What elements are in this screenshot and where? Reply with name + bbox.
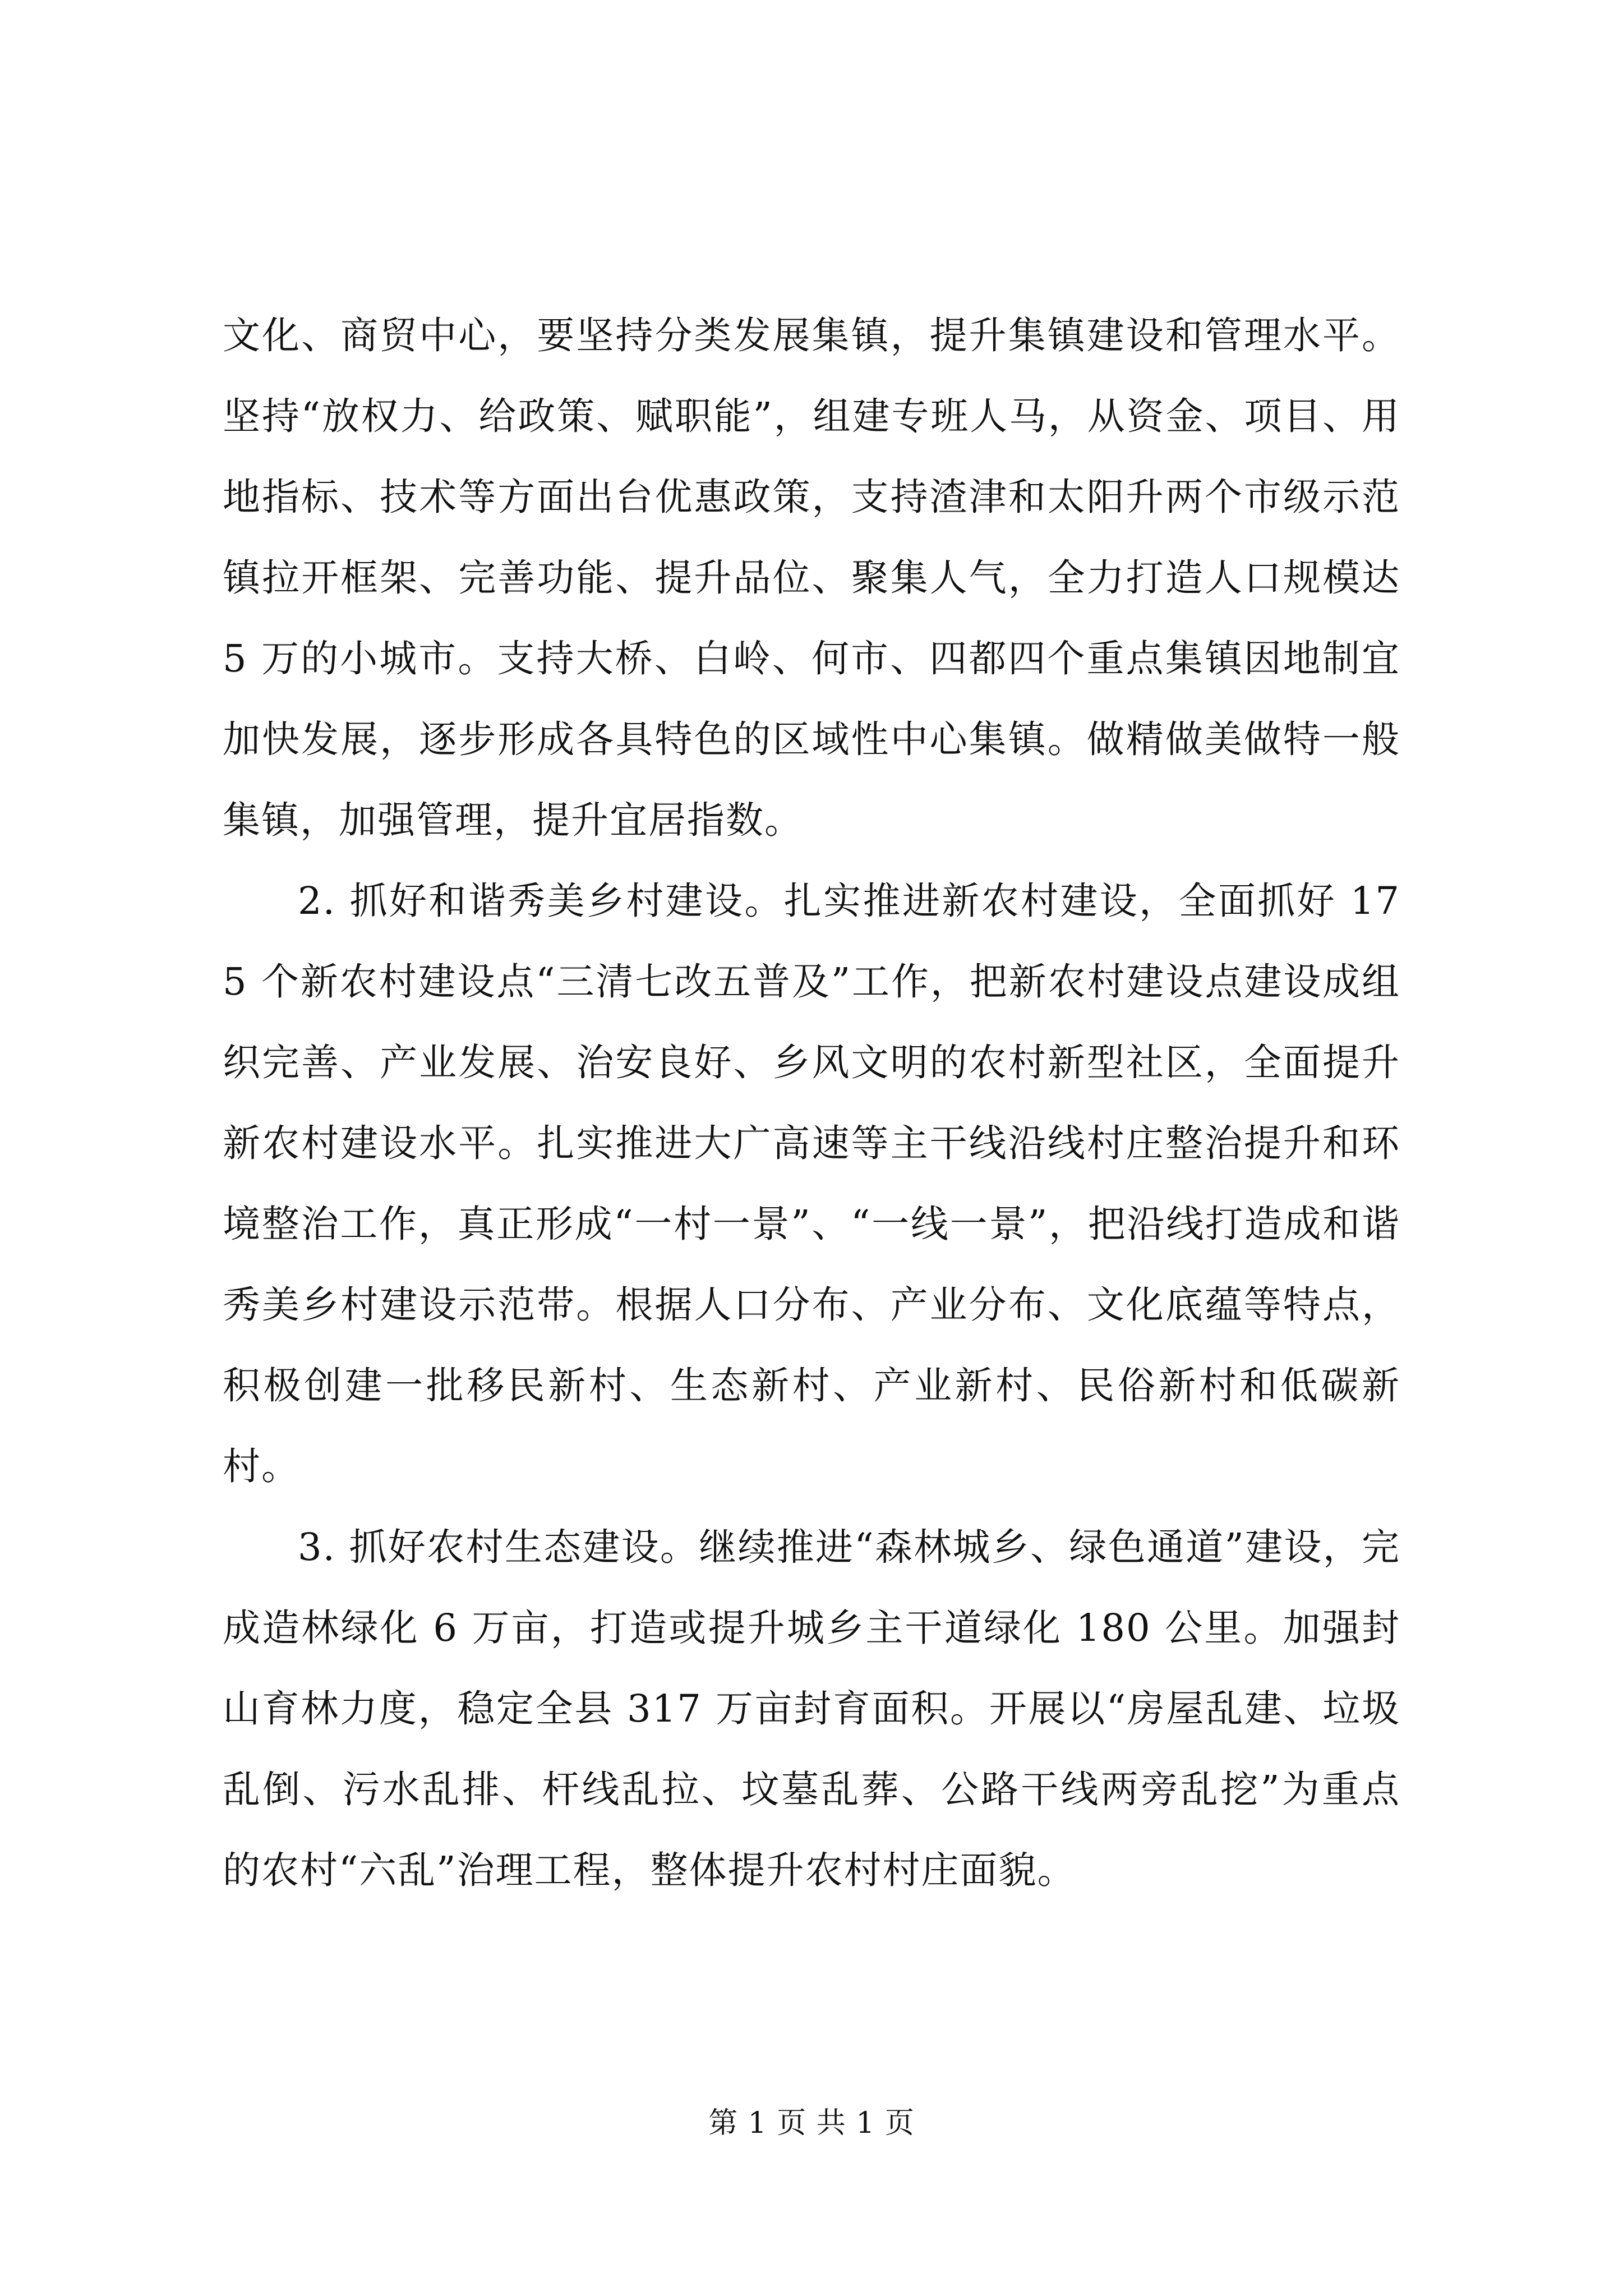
document-body	[223, 295, 1400, 1911]
paragraph-village-construction: 2. 抓好和谐秀美乡村建设。扎实推进新农村建设，全面抓好 175 个新农村建设点“三清七改五普及”工作，把新农村建设点建设成组织完善、产业发展、治安良好、乡风文明的农村新型社区，全面提升新农村建设水平。扎实推进大广高速等主干线沿线村庄整治提升和环境整治工作，真正形成“一村一景”、“一线一景”，把沿线打造成和谐秀美乡村建设示范带。根据人口分布、产业分布、文化底蕴等特点，积极创建一批移民新村、生态新村、产业新村、民俗新村和低碳新村。	[223, 879, 1400, 1488]
paragraph-ecology-construction: 3. 抓好农村生态建设。继续推进“森林城乡、绿色通道”建设，完成造林绿化 6 万亩，打造或提升城乡主干道绿化 180 公里。加强封山育林力度，稳定全县 317 万亩封育面积。开展以“房屋乱建、垃圾乱倒、污水乱排、杆线乱拉、坟墓乱葬、公路干线两旁乱挖”为重点的农村“六乱”治理工程，整体提升农村村庄面貌。	[223, 1525, 1400, 1892]
paragraph-continuation: 文化、商贸中心，要坚持分类发展集镇，提升集镇建设和管理水平。坚持“放权力、给政策、赋职能”，组建专班人马，从资金、项目、用地指标、技术等方面出台优惠政策，支持渣津和太阳升两个市级示范镇拉开框架、完善功能、提升品位、聚集人气，全力打造人口规模达 5 万的小城市。支持大桥、白岭、何市、四都四个重点集镇因地制宜加快发展，逐步形成各具特色的区域性中心集镇。做精做美做特一般集镇，加强管理，提升宜居指数。	[223, 314, 1400, 842]
page-footer: 第 1 页 共 1 页	[708, 2106, 915, 2140]
